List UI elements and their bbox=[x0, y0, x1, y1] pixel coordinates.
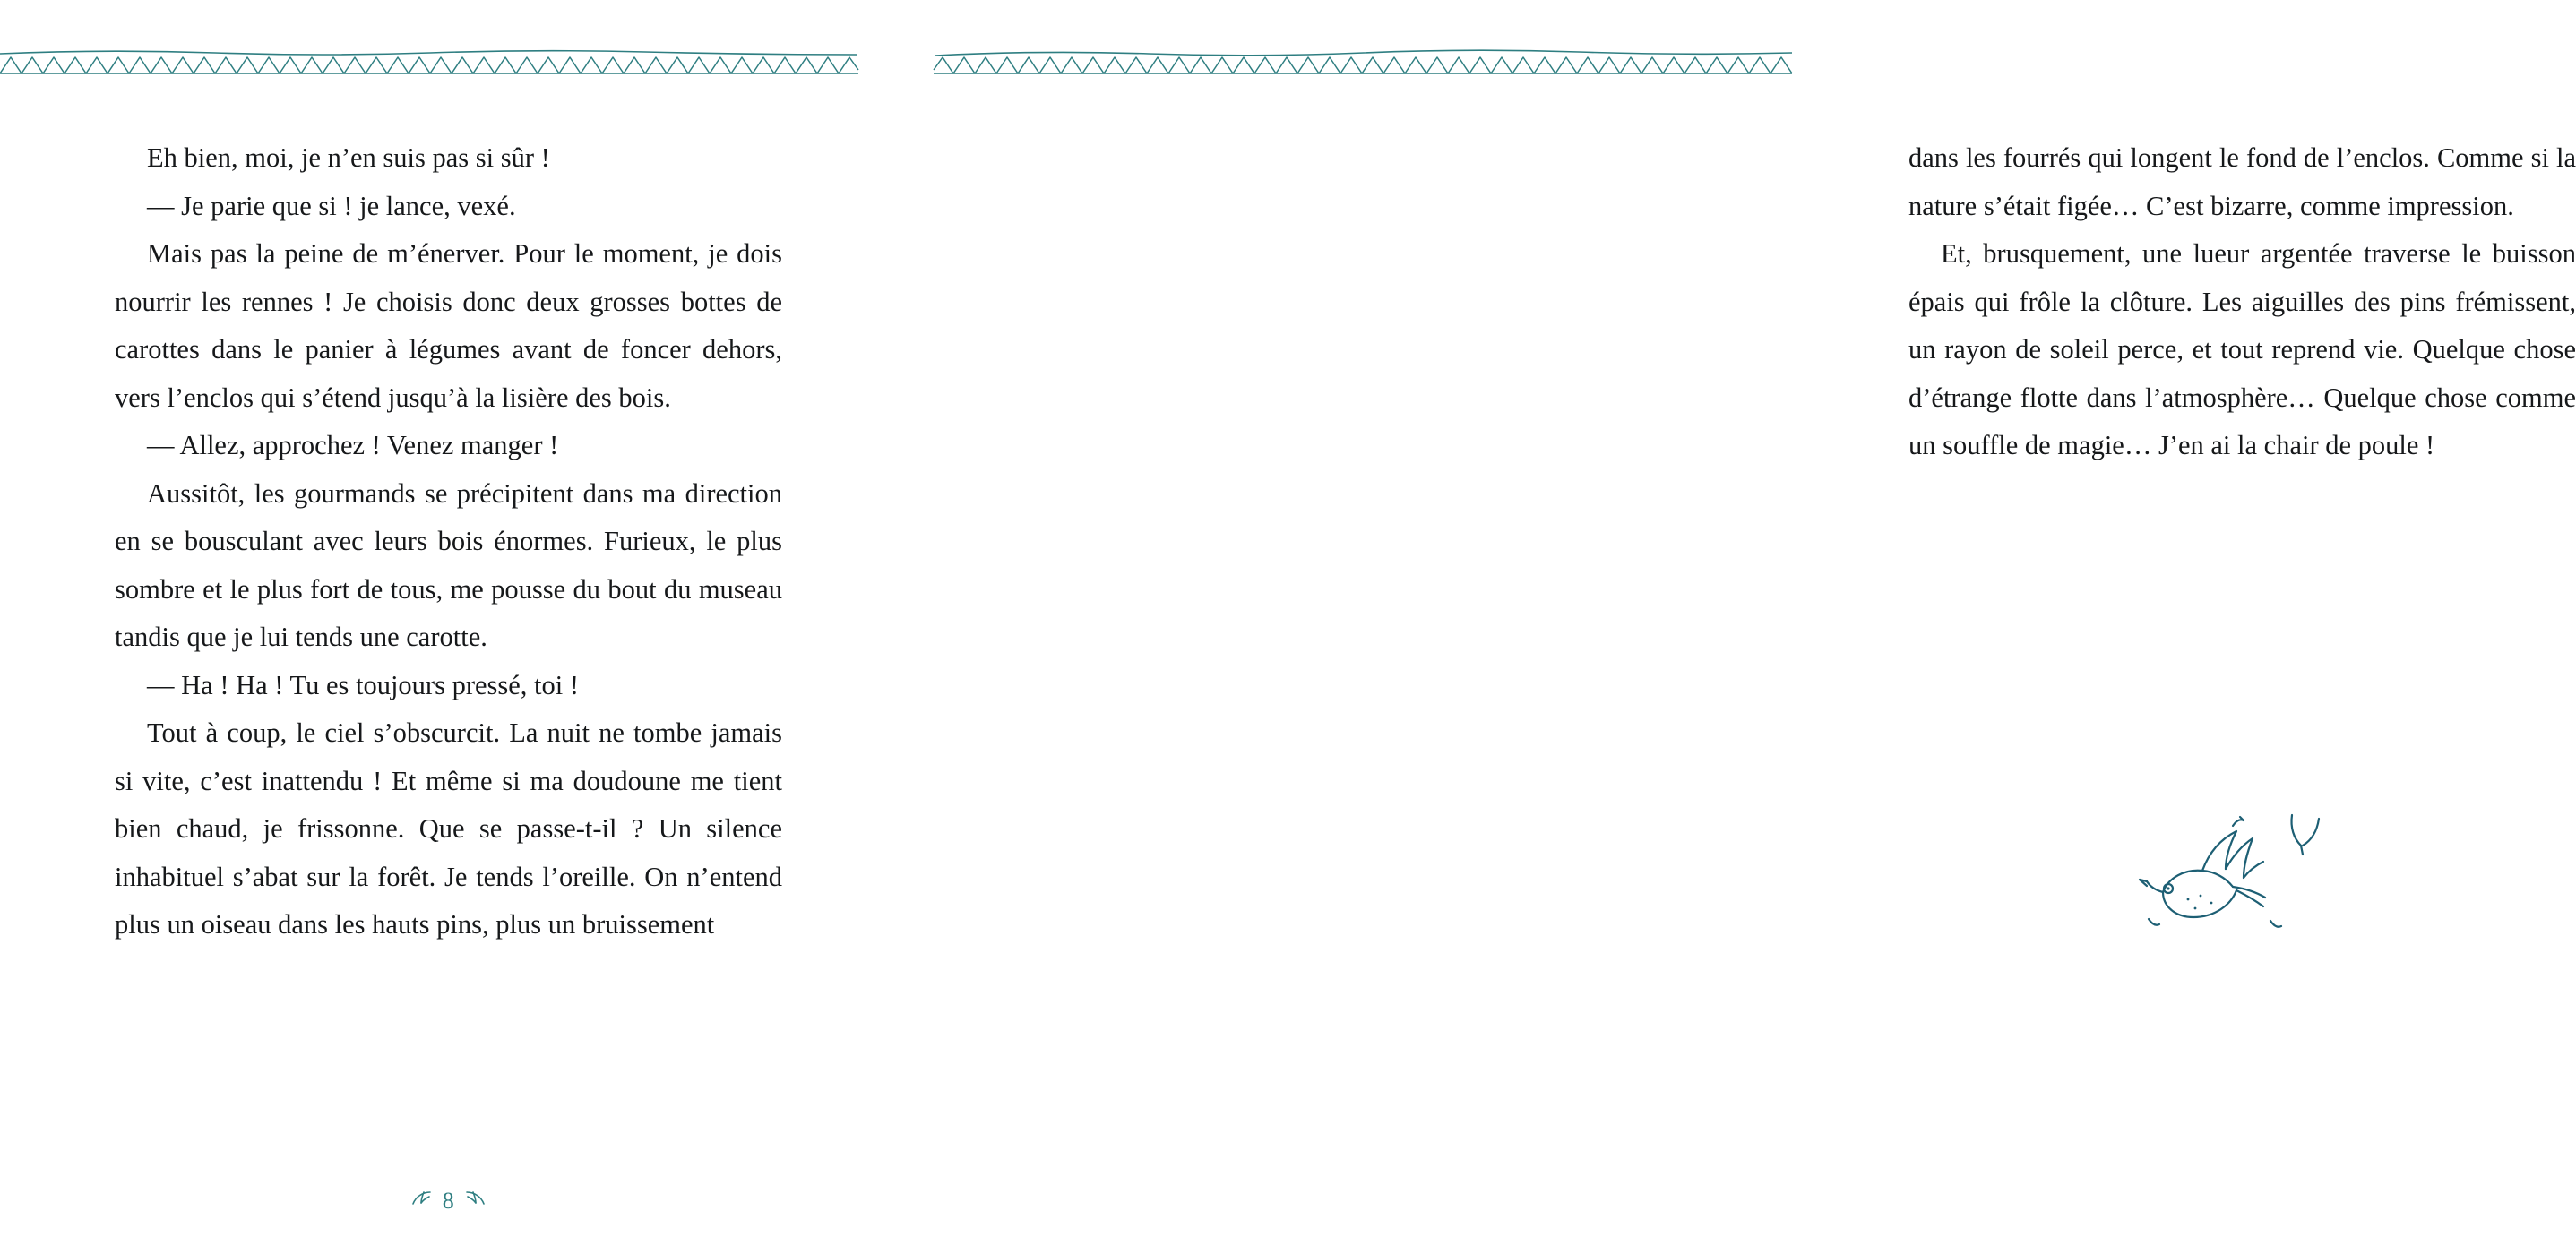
paragraph: — Allez, approchez ! Venez manger ! bbox=[147, 430, 559, 460]
paragraph: Et, brusquement, une lueur argentée traverse le buisson épais qui frôle la clôture. Les aiguilles des pins frémissent, un rayon de soleil perce, et tout reprend vie. Quelque chose d’étrange flotte dans l’atmosphère… Quelque chose comme un souffle de magie… J’en ai la chair de poule ! bbox=[1908, 238, 2576, 460]
right-page-text-column bbox=[1908, 134, 2576, 470]
page-left bbox=[0, 0, 896, 1254]
paragraph: — Je parie que si ! je lance, vexé. bbox=[147, 190, 516, 221]
paragraph: Eh bien, moi, je n’en suis pas si sûr ! bbox=[147, 142, 550, 173]
paragraph: Aussitôt, les gourmands se précipitent dans ma direction en se bousculant avec leurs bois énormes. Furieux, le plus sombre et le plus fort de tous, me pousse du bout du museau tandis que je lui tends une carotte. bbox=[115, 477, 782, 652]
leaf-ornament-left-icon bbox=[410, 1188, 434, 1215]
flying-bird-illustration-icon bbox=[2132, 806, 2339, 949]
page-right bbox=[896, 0, 2576, 1254]
page-number-folio bbox=[115, 1188, 782, 1215]
ornament-zigzag-right bbox=[934, 47, 1792, 82]
paragraph: dans les fourrés qui longent le fond de l’enclos. Comme si la nature s’était figée… C’est bizarre, comme impression. bbox=[1908, 142, 2576, 221]
left-page-text-column bbox=[115, 134, 782, 949]
paragraph: — Ha ! Ha ! Tu es toujours pressé, toi ! bbox=[147, 669, 580, 700]
leaf-ornament-right-icon bbox=[463, 1188, 487, 1215]
page-number: 8 bbox=[442, 1188, 455, 1214]
ornament-zigzag-left bbox=[0, 47, 858, 82]
paragraph: Mais pas la peine de m’énerver. Pour le moment, je dois nourrir les rennes ! Je choisis donc deux grosses bottes de carottes dans le panier à légumes avant de foncer dehors, vers l’enclos qui s’étend jusqu’à la lisière des bois. bbox=[115, 238, 782, 413]
paragraph: Tout à coup, le ciel s’obscurcit. La nuit ne tombe jamais si vite, c’est inattendu ! Et même si ma doudoune me tient bien chaud, je frissonne. Que se passe-t-il ? Un silence inhabituel s’abat sur la forêt. Je tends l’oreille. On n’entend plus un oiseau dans les hauts pins, plus un bruissement bbox=[115, 717, 782, 940]
